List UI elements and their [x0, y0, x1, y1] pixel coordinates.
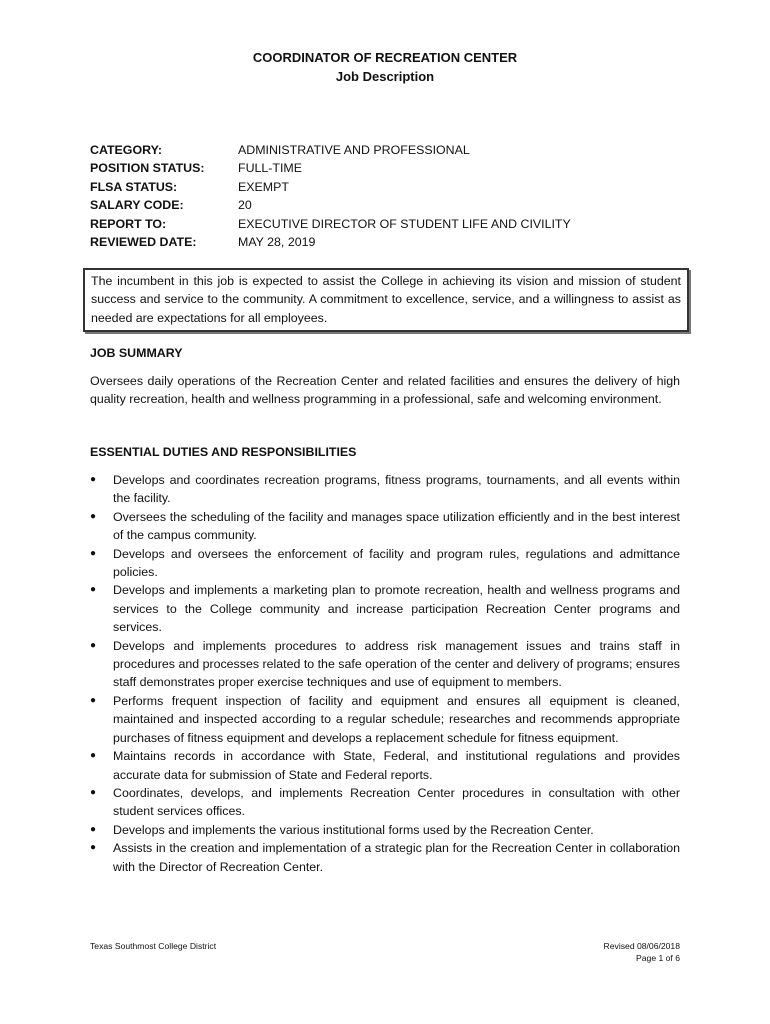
list-item-text: Develops and implements procedures to address risk management issues and trains staff in procedures and processes related to the safe operation of the center and delivery of programs; ensures staff demonstrates proper exercise techniques and use of equipment to members.	[113, 638, 680, 690]
detail-label: FLSA STATUS:	[90, 179, 178, 194]
bullet-dot-icon: ●	[90, 474, 97, 485]
detail-label: SALARY CODE:	[90, 198, 184, 213]
list-item	[90, 784, 680, 821]
bullet-dot-icon: ●	[90, 823, 97, 835]
detail-value: EXECUTIVE DIRECTOR OF STUDENT LIFE AND CIVILITY	[238, 216, 571, 231]
detail-row-salary-code	[90, 196, 690, 214]
list-item-text: Develops and implements the various institutional forms used by the Recreation Center.	[113, 822, 594, 837]
detail-row-flsa-status	[90, 178, 690, 196]
bullet-dot-icon: ●	[90, 842, 97, 854]
bullet-dot-icon: ●	[90, 584, 97, 596]
list-item-text: Develops and implements a marketing plan to promote recreation, health and wellness programs and services to the College community and increase participation Recreation Center programs and services.	[113, 583, 680, 635]
detail-row-reviewed-date	[90, 233, 690, 251]
bullet-dot-icon: ●	[90, 750, 97, 762]
list-item	[90, 747, 680, 784]
bullet-dot-icon: ●	[90, 639, 97, 651]
list-item	[90, 508, 680, 545]
bullet-dot-icon: ●	[90, 786, 97, 798]
list-item	[90, 692, 680, 747]
detail-row-category	[90, 141, 690, 159]
document-subtitle: Job Description	[335, 69, 435, 84]
bullet-dot-icon: ●	[90, 510, 97, 522]
detail-row-report-to	[90, 215, 690, 233]
list-item	[90, 839, 680, 876]
detail-label: CATEGORY:	[90, 143, 163, 157]
job-summary-heading: JOB SUMMARY	[90, 346, 183, 360]
list-item-text: Maintains records in accordance with State, Federal, and institutional regulations and provides accurate data for submission of State and Federal reports.	[113, 749, 680, 782]
duties-heading: ESSENTIAL DUTIES AND RESPONSIBILITIES	[90, 445, 357, 459]
bullet-dot-icon: ●	[90, 694, 97, 706]
detail-label: REVIEWED DATE:	[90, 234, 197, 249]
list-item	[90, 637, 680, 692]
detail-label: POSITION STATUS:	[90, 161, 205, 176]
detail-value: ADMINISTRATIVE AND PROFESSIONAL	[238, 143, 470, 157]
list-item-text: Performs frequent inspection of facility and equipment and ensures all equipment is cleaned, maintained and inspected according to a regular schedule; researches and recommends appropriate purchases of fitness equipment and develops a replacement schedule for fitness equipment.	[113, 693, 680, 745]
detail-value: FULL-TIME	[238, 161, 303, 176]
list-item-text: Coordinates, develops, and implements Recreation Center procedures in consultation with other student services offices.	[113, 785, 680, 819]
list-item	[90, 471, 680, 508]
footer-organization: Texas Southmost College District	[90, 941, 217, 951]
bullet-dot-icon: ●	[90, 547, 97, 559]
position-details	[90, 141, 690, 251]
list-item-text: Oversees the scheduling of the facility and manages space utilization efficiently and in the best interest of the campus community.	[113, 509, 680, 543]
list-item	[90, 821, 680, 839]
detail-label: REPORT TO:	[90, 216, 167, 231]
list-item-text: Assists in the creation and implementation of a strategic plan for the Recreation Center in collaboration with the Director of Recreation Center.	[113, 841, 680, 874]
detail-row-position-status	[90, 159, 690, 177]
footer-right	[604, 940, 680, 964]
detail-value: MAY 28, 2019	[238, 234, 316, 249]
detail-value: 20	[238, 198, 252, 213]
document-title: COORDINATOR OF RECREATION CENTER	[252, 50, 518, 65]
list-item-text: Develops and coordinates recreation programs, fitness programs, tournaments, and all events within the facility.	[113, 473, 680, 506]
title-block	[0, 48, 770, 86]
expectations-box: The incumbent in this job is expected to assist the College in achieving its vision and mission of student success and service to the community. A commitment to excellence, service, and a willingness to assist as needed are expectations for all employees.	[83, 268, 689, 332]
list-item	[90, 581, 680, 636]
duties-list	[90, 471, 680, 876]
page-number: Page 1 of 6	[636, 953, 680, 963]
list-item-text: Develops and oversees the enforcement of facility and program rules, regulations and admittance policies.	[113, 546, 680, 580]
detail-value: EXEMPT	[238, 179, 289, 194]
list-item	[90, 545, 680, 582]
revised-date: Revised 08/06/2018	[603, 941, 680, 951]
job-summary-text: Oversees daily operations of the Recreation Center and related facilities and ensures the delivery of high quality recreation, health and wellness programming in a professional, safe and welcoming environment.	[90, 374, 680, 407]
